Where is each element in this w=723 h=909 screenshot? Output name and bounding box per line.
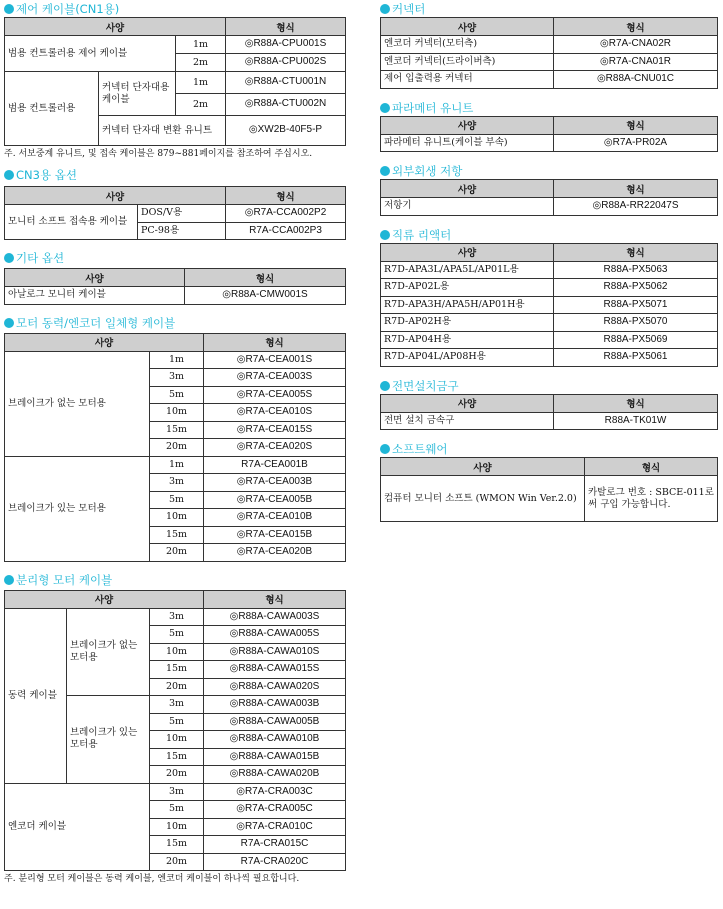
- bullet-icon: [380, 230, 390, 240]
- model-cell: R88A-PX5069: [554, 331, 718, 349]
- length-cell: 20m: [150, 853, 204, 871]
- spec-cell: 저항기: [381, 198, 554, 216]
- model-cell: ◎R88A-CAWA010S: [204, 643, 346, 661]
- model-header: 형식: [226, 18, 346, 36]
- model-cell: ◎R7A-CEA003B: [204, 474, 346, 492]
- bullet-icon: [4, 4, 14, 14]
- length-cell: 3m: [150, 369, 204, 387]
- model-cell: ◎R88A-CAWA005S: [204, 626, 346, 644]
- length-cell: 5m: [150, 491, 204, 509]
- model-cell: ◎R7A-CEA015S: [204, 421, 346, 439]
- length-cell: 5m: [150, 801, 204, 819]
- section-title: [380, 100, 718, 116]
- model-cell: R88A-PX5061: [554, 349, 718, 367]
- bullet-icon: [380, 381, 390, 391]
- section-title-text: 제어 케이블(CN1용): [16, 2, 120, 16]
- spec-cell: 브레이크가 없는 모터용: [5, 351, 150, 456]
- model-cell: R88A-PX5071: [554, 296, 718, 314]
- section-cn1-cable: [4, 1, 346, 160]
- section-title-text: 분리형 모터 케이블: [16, 572, 113, 587]
- table-row: [5, 72, 346, 94]
- section-title: [380, 378, 718, 394]
- section-title-text: 직류 리액터: [392, 227, 452, 242]
- model-header: 형식: [554, 18, 718, 36]
- length-cell: 20m: [150, 678, 204, 696]
- bullet-icon: [380, 444, 390, 454]
- model-cell: R88A-PX5070: [554, 314, 718, 332]
- length-cell: 10m: [150, 818, 204, 836]
- section-title: [4, 315, 346, 331]
- spec-cell: 전면 설치 금속구: [381, 412, 554, 430]
- spec-cell: 범용 컨트롤러용 제어 케이블: [5, 36, 176, 72]
- section-separate-cable: [4, 572, 346, 886]
- table-row: [5, 351, 346, 369]
- length-cell: 3m: [150, 608, 204, 626]
- sub-spec-cell: 브레이크가 없는 모터용: [67, 608, 150, 696]
- length-cell: 5m: [150, 713, 204, 731]
- length-cell: 1m: [150, 351, 204, 369]
- model-cell: ◎R88A-CTU002N: [226, 94, 346, 116]
- length-cell: 2m: [176, 94, 226, 116]
- length-cell: 20m: [150, 439, 204, 457]
- table-row: [381, 412, 718, 430]
- model-header: 형식: [204, 333, 346, 351]
- length-cell: 20m: [150, 766, 204, 784]
- length-cell: 15m: [150, 836, 204, 854]
- model-cell: R7A-CEA001B: [204, 456, 346, 474]
- section-integrated-cable: [4, 315, 346, 562]
- connector-table: [380, 17, 718, 89]
- model-cell: R7A-CRA020C: [204, 853, 346, 871]
- spec-cell: R7D-AP02L용: [381, 279, 554, 297]
- spec-header: 사양: [5, 18, 226, 36]
- table-row: [381, 349, 718, 367]
- spec-cell: 파라메터 유니트(케이블 부속): [381, 134, 554, 152]
- spec-header: 사양: [5, 590, 204, 608]
- model-cell: R88A-TK01W: [554, 412, 718, 430]
- spec-cell: 엔코더 케이블: [5, 783, 150, 871]
- model-cell: ◎R7A-CEA020B: [204, 544, 346, 562]
- model-header: 형식: [585, 458, 718, 476]
- table-row: [381, 314, 718, 332]
- spec-cell: 아날로그 모니터 케이블: [5, 287, 185, 305]
- table-row: [5, 608, 346, 626]
- model-cell: ◎R7A-CEA005B: [204, 491, 346, 509]
- table-row: [5, 36, 346, 54]
- cn1-cable-table: [4, 17, 346, 146]
- table-row: [381, 331, 718, 349]
- spec-header: 사양: [381, 243, 554, 261]
- section-regen-resistor: [380, 163, 718, 216]
- model-cell: R88A-PX5063: [554, 261, 718, 279]
- model-cell: ◎R7A-CEA003S: [204, 369, 346, 387]
- spec-cell: 범용 컨트롤러용: [5, 72, 99, 146]
- other-option-table: [4, 268, 346, 305]
- table-row: [5, 287, 346, 305]
- length-cell: 3m: [150, 783, 204, 801]
- model-cell: ◎R7A-CEA015B: [204, 526, 346, 544]
- model-cell: ◎R7A-CCA002P2: [226, 205, 346, 223]
- table-row: [381, 53, 718, 71]
- spec-cell: 엔코더 커넥터(모터측): [381, 36, 554, 54]
- separate-cable-table: [4, 590, 346, 872]
- regen-resistor-table: [380, 179, 718, 216]
- model-cell: ◎R88A-CAWA005B: [204, 713, 346, 731]
- table-row: [5, 456, 346, 474]
- sub-spec-cell: 커넥터 단자대용 케이블: [99, 72, 176, 116]
- spec-header: 사양: [381, 394, 554, 412]
- software-table: [380, 457, 718, 522]
- table-row: [381, 261, 718, 279]
- bullet-icon: [4, 170, 14, 180]
- section-title-text: 외부회생 저항: [392, 164, 463, 178]
- bullet-icon: [4, 253, 14, 263]
- model-header: 형식: [185, 269, 346, 287]
- length-cell: 10m: [150, 731, 204, 749]
- table-row: [381, 134, 718, 152]
- spec-cell: R7D-APA3L/APA5L/AP01L용: [381, 261, 554, 279]
- length-cell: 1m: [176, 36, 226, 54]
- length-cell: 10m: [150, 643, 204, 661]
- model-header: 형식: [204, 590, 346, 608]
- length-cell: 1m: [150, 456, 204, 474]
- table-row: [5, 783, 346, 801]
- length-cell: 15m: [150, 421, 204, 439]
- note-prefix: 주.: [4, 149, 16, 159]
- model-cell: ◎R88A-CAWA015S: [204, 661, 346, 679]
- model-cell: ◎R88A-CAWA010B: [204, 731, 346, 749]
- model-header: 형식: [554, 180, 718, 198]
- dc-reactor-table: [380, 243, 718, 367]
- model-cell: ◎R7A-CRA005C: [204, 801, 346, 819]
- spec-header: 사양: [381, 180, 554, 198]
- spec-header: 사양: [5, 333, 204, 351]
- section-title: [380, 227, 718, 243]
- length-cell: 2m: [176, 54, 226, 72]
- model-cell: ◎R88A-CMW001S: [185, 287, 346, 305]
- section-title-text: CN3용 옵션: [16, 168, 77, 182]
- table-row: [381, 36, 718, 54]
- table-row: [381, 296, 718, 314]
- length-cell: 5m: [150, 626, 204, 644]
- model-cell: ◎XW2B-40F5-P: [226, 116, 346, 146]
- model-header: 형식: [554, 394, 718, 412]
- spec-cell: 브레이크가 있는 모터용: [5, 456, 150, 561]
- section-title-text: 소프트웨어: [392, 442, 448, 456]
- spec-cell: R7D-AP02H용: [381, 314, 554, 332]
- section-title: [4, 572, 346, 588]
- length-cell: 5m: [150, 386, 204, 404]
- model-cell: ◎R88A-RR22047S: [554, 198, 718, 216]
- bullet-icon: [380, 103, 390, 113]
- section-title: [4, 1, 346, 17]
- section-title-text: 모터 동력/엔코더 일체형 케이블: [16, 315, 176, 330]
- spec-cell: 모니터 소프트 접속용 케이블: [5, 205, 138, 240]
- section-dc-reactor: [380, 227, 718, 367]
- note-text: 분리형 모터 케이블은 동력 케이블, 엔코더 케이블이 하나씩 필요합니다.: [18, 874, 300, 884]
- length-cell: 10m: [150, 404, 204, 422]
- section-title: [380, 1, 718, 17]
- model-cell: ◎R7A-CEA020S: [204, 439, 346, 457]
- model-cell: ◎R88A-CAWA003S: [204, 608, 346, 626]
- table-row: [381, 476, 718, 522]
- spec-cell: R7D-APA3H/APA5H/AP01H용: [381, 296, 554, 314]
- model-cell: ◎R88A-CAWA020S: [204, 678, 346, 696]
- model-cell: ◎R88A-CAWA020B: [204, 766, 346, 784]
- section-connector: [380, 1, 718, 89]
- integrated-cable-table: [4, 333, 346, 562]
- model-header: 형식: [554, 243, 718, 261]
- model-cell: 카탈로그 번호 : SBCE-011로써 구입 가능합니다.: [585, 476, 718, 522]
- note: [4, 146, 346, 160]
- model-cell: ◎R7A-PR02A: [554, 134, 718, 152]
- model-cell: ◎R7A-CNA02R: [554, 36, 718, 54]
- section-title-text: 기타 옵션: [16, 251, 65, 265]
- model-cell: ◎R7A-CNA01R: [554, 53, 718, 71]
- spec-header: 사양: [5, 187, 226, 205]
- bullet-icon: [4, 575, 14, 585]
- section-title-text: 파라메터 유니트: [392, 100, 474, 115]
- table-row: [381, 198, 718, 216]
- cn3-option-table: [4, 186, 346, 240]
- length-cell: 10m: [150, 509, 204, 527]
- length-cell: 20m: [150, 544, 204, 562]
- model-cell: ◎R88A-CAWA015B: [204, 748, 346, 766]
- model-header: 형식: [226, 187, 346, 205]
- bullet-icon: [380, 166, 390, 176]
- spec-cell: 엔코더 커넥터(드라이버측): [381, 53, 554, 71]
- section-title: [4, 250, 346, 266]
- model-cell: ◎R7A-CEA010B: [204, 509, 346, 527]
- note-prefix: 주.: [4, 874, 16, 884]
- spec-header: 사양: [381, 116, 554, 134]
- section-title-text: 전면설치금구: [392, 378, 459, 393]
- model-cell: ◎R7A-CRA003C: [204, 783, 346, 801]
- model-cell: ◎R88A-CTU001N: [226, 72, 346, 94]
- model-cell: R88A-PX5062: [554, 279, 718, 297]
- model-cell: ◎R88A-CAWA003B: [204, 696, 346, 714]
- table-row: [381, 71, 718, 89]
- sub-spec-cell: 브레이크가 있는 모터용: [67, 696, 150, 784]
- bullet-icon: [4, 318, 14, 328]
- section-software: [380, 441, 718, 522]
- spec-cell: R7D-AP04H용: [381, 331, 554, 349]
- bullet-icon: [380, 4, 390, 14]
- spec-header: 사양: [381, 18, 554, 36]
- length-cell: 15m: [150, 748, 204, 766]
- model-cell: ◎R7A-CRA010C: [204, 818, 346, 836]
- section-other-option: [4, 250, 346, 305]
- model-cell: ◎R7A-CEA001S: [204, 351, 346, 369]
- note-text: 서보중계 유니트, 및 접속 케이블은 879~881페이지를 참조하여 주십시오.: [18, 149, 313, 159]
- spec-header: 사양: [5, 269, 185, 287]
- left-column: [4, 0, 346, 885]
- table-row: [381, 279, 718, 297]
- sub-spec-cell: 커넥터 단자대 변환 유니트: [99, 116, 226, 146]
- length-cell: 15m: [150, 526, 204, 544]
- length-cell: 3m: [150, 696, 204, 714]
- length-cell: 3m: [150, 474, 204, 492]
- section-front-mount: [380, 378, 718, 431]
- section-title-text: 커넥터: [392, 2, 426, 16]
- right-column: [380, 0, 718, 522]
- model-cell: ◎R7A-CEA005S: [204, 386, 346, 404]
- model-cell: ◎R7A-CEA010S: [204, 404, 346, 422]
- length-cell: 1m: [176, 72, 226, 94]
- spec-cell: 제어 입출력용 커넥터: [381, 71, 554, 89]
- note: [4, 871, 346, 885]
- model-cell: ◎R88A-CPU002S: [226, 54, 346, 72]
- model-cell: ◎R88A-CNU01C: [554, 71, 718, 89]
- spec-cell: 동력 케이블: [5, 608, 67, 783]
- model-header: 형식: [554, 116, 718, 134]
- model-cell: R7A-CRA015C: [204, 836, 346, 854]
- section-title: [380, 441, 718, 457]
- spec-cell: R7D-AP04L/AP08H용: [381, 349, 554, 367]
- section-title: [4, 167, 346, 183]
- sub-spec-cell: PC-98용: [138, 222, 226, 240]
- section-title: [380, 163, 718, 179]
- model-cell: ◎R88A-CPU001S: [226, 36, 346, 54]
- section-cn3-option: [4, 167, 346, 240]
- table-row: [5, 205, 346, 223]
- section-parameter-unit: [380, 100, 718, 153]
- length-cell: 15m: [150, 661, 204, 679]
- spec-cell: 컴퓨터 모니터 소프트 (WMON Win Ver.2.0): [381, 476, 585, 522]
- sub-spec-cell: DOS/V용: [138, 205, 226, 223]
- front-mount-table: [380, 394, 718, 431]
- parameter-unit-table: [380, 116, 718, 153]
- spec-header: 사양: [381, 458, 585, 476]
- model-cell: R7A-CCA002P3: [226, 222, 346, 240]
